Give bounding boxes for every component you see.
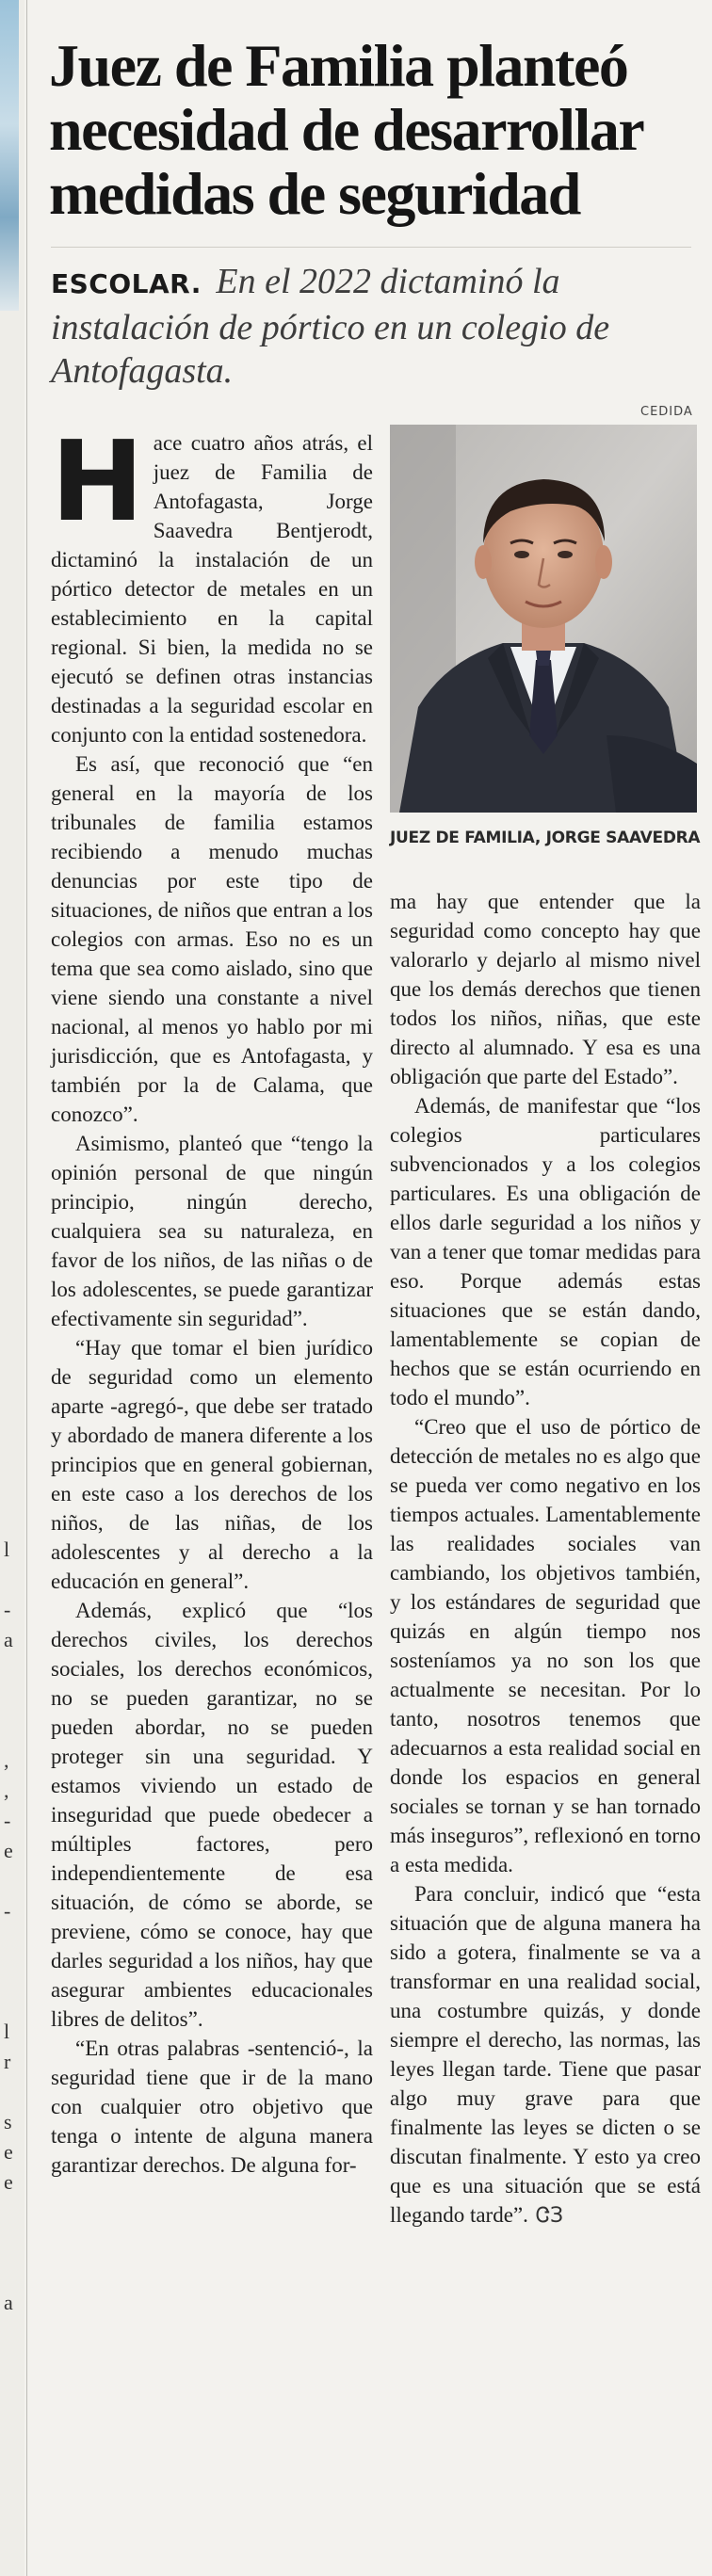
kicker: ESCOLAR. [51, 268, 202, 299]
adjacent-text-fragment: l [4, 2020, 10, 2043]
end-of-article-mark: ᏣЗ [535, 2204, 564, 2228]
body-paragraph: Es así, que reconoció que “en general en la mayoría de los tribunales de familia estamos recibiendo a menudo muchas denuncias por este tipo de situaciones, de niños que entran a los colegios con armas. Eso no es un tema que sea como aislado, sino que viene siendo una constante a nivel nacional, al menos yo hablo por mi jurisdicción, que es Antofagasta, y también por la de Calama, que conozco”. [51, 752, 373, 1126]
body-paragraph: Además, explicó que “los derechos civiles, los derechos sociales, los derechos económicos, no se pueden garantizar, no se pueden abordar, no se pueden proteger sin una seguridad. Y estamos viviendo un estado de inseguridad que puede obedecer a múltiples factores, pero independientemente de esa situación, de cómo se aborde, se previene, cómo se conoce, hay que darles seguridad a los niños, hay que asegurar ambientes educacionales libres de delitos”. [51, 1599, 373, 2031]
article-column-2 [390, 887, 701, 2230]
headline: Juez de Familia planteó necesidad de desarrollar medidas de seguridad [49, 32, 643, 227]
adjacent-text-fragment: e [4, 1839, 13, 1862]
photo-caption: JUEZ DE FAMILIA, JORGE SAAVEDRA [390, 829, 701, 847]
adjacent-photo-fragment [0, 0, 19, 311]
first-paragraph-text: ace cuatro años atrás, el juez de Familia de Antofagasta, Jorge Saavedra Bentjerodt, dictaminó la instalación de un pórtico detector de metales en un establecimiento en la capital regional. Si bien, la medida no se ejecutó se definen otras instancias destinadas a la seguridad escolar en conjunto con la entidad sostenedora. [51, 431, 373, 747]
adjacent-text-fragment: a [4, 2291, 13, 2314]
drop-cap: H [51, 416, 144, 546]
adjacent-text-fragment: r [4, 2050, 11, 2073]
portrait-illustration [390, 425, 697, 813]
adjacent-article-strip [0, 0, 24, 2576]
adjacent-text-fragment: - [4, 1899, 11, 1923]
adjacent-text-fragment: , [4, 1779, 9, 1802]
body-paragraph: “Hay que tomar el bien jurídico de seguridad como un elemento aparte -agregó-, que debe ser tratado y abordado de manera diferente a los principios que en general gobiernan, en este caso a los derechos de los niños, de las niñas, de los adolescentes y al derecho a la educación en general”. [51, 1336, 373, 1593]
judge-portrait-photo [390, 425, 697, 813]
adjacent-text-fragment: - [4, 1598, 11, 1621]
deck-text: En el 2022 dictaminó la instalación de pórtico en un colegio de Antofagasta. [51, 262, 610, 391]
adjacent-text-fragment: a [4, 1628, 13, 1651]
adjacent-text-fragment: - [4, 1809, 11, 1832]
body-paragraph [390, 1879, 701, 2230]
adjacent-text-fragment: e [4, 2170, 13, 2194]
body-paragraph: Asimismo, planteó que “tengo la opinión personal de que ningún principio, ningún derecho, cualquiera sea su naturaleza, en favor de los niños, de las niñas o de los adolescentes, se puede garantizar efectivamente sin seguridad”. [51, 1132, 373, 1330]
column-divider [26, 0, 27, 2576]
photo-credit: CEDIDA [640, 405, 693, 419]
adjacent-text-fragment: s [4, 2110, 12, 2133]
closing-paragraph-text: Para concluir, indicó que “esta situación que de alguna manera ha sido a gotera, finalmente se va a transformar en una realidad social, una costumbre quizás, y donde siempre el derecho, las normas, las leyes llegan tarde. Tiene que pasar algo muy grave para que finalmente las leyes se dicten o se discutan finalmente. Y esto ya creo que es una situación que se está llegando tarde”. [390, 1882, 701, 2227]
article-column-1 [51, 416, 373, 2180]
body-paragraph: “Creo que el uso de pórtico de detección de metales no es algo que se pueda ver como negativo en los tiempos actuales. Lamentablemente las realidades sociales van cambiando, los objetivos también, y los estándares de seguridad que quizás en algún tiempo nos sosteníamos ya no son los que actualmente se necesitan. Por lo tanto, nosotros tenemos que adecuarnos a esta realidad social en donde los espacios en general sociales se tornan y se han tornado más inseguros”, reflexionó en torno a esta medida. [390, 1415, 701, 1876]
adjacent-text-fragment: e [4, 2140, 13, 2164]
deck [51, 260, 672, 393]
adjacent-text-fragment: , [4, 1748, 9, 1772]
headline-rule [51, 247, 691, 248]
body-paragraph: Además, de manifestar que “los colegios particulares subvencionados y a los colegios particulares. Es una obligación de ellos darle seguridad a los niños y van a tener que tomar medidas para eso. Porque además estas situaciones que se están dando, lamentablemente se copian de hechos que se están ocurriendo en todo el mundo”. [390, 1094, 701, 1409]
continued-paragraph: ma hay que entender que la seguridad como concepto hay que valorarlo y dejarlo al mismo nivel que los demás derechos que tienen todos los niños, niñas, que este directo al alumnado. Y esa es una obligación que parte del Estado”. [390, 890, 701, 1088]
adjacent-text-fragment: l [4, 1538, 10, 1561]
first-paragraph [51, 416, 373, 749]
body-paragraph: “En otras palabras -sentenció-, la seguridad tiene que ir de la mano con cualquier otro objetivo que tenga o intente de alguna manera garantizar derechos. De alguna for- [51, 2037, 373, 2177]
